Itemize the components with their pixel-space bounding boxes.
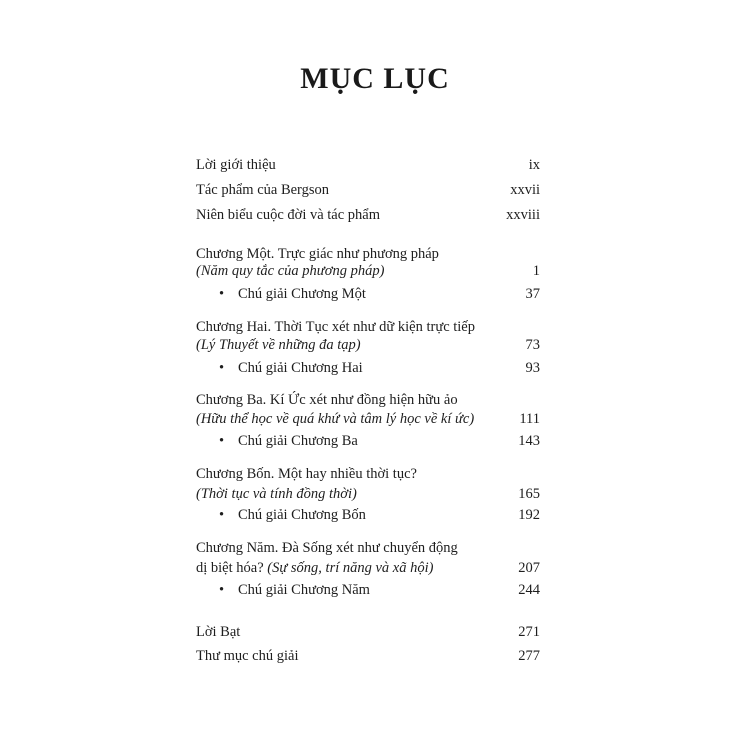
chapter-title: Chương Năm. Đà Sống xét như chuyển động bbox=[196, 540, 458, 556]
bullet-icon: • bbox=[219, 286, 225, 302]
chapter-title: Chương Ba. Kí Ức xét như đồng hiện hữu ảo bbox=[196, 392, 458, 408]
toc-entry-introduction bbox=[196, 154, 540, 176]
chapter-subtitle: (Năm quy tắc của phương pháp) bbox=[196, 263, 385, 279]
toc-entry-page: 111 bbox=[519, 411, 540, 427]
toc-entry-page: 93 bbox=[525, 360, 540, 376]
chapter-title: Chương Một. Trực giác như phương pháp bbox=[196, 246, 439, 262]
notes-label: Chú giải Chương Năm bbox=[238, 582, 370, 598]
chapter-title: Chương Hai. Thời Tục xét như dữ kiện trực tiếp bbox=[196, 319, 475, 335]
toc-entry-page: 244 bbox=[518, 582, 540, 598]
toc-entry-chronology bbox=[196, 204, 540, 226]
notes-label: Chú giải Chương Một bbox=[238, 286, 366, 302]
chapter-notes-3 bbox=[196, 430, 540, 452]
toc-entry-label: Lời giới thiệu bbox=[196, 157, 276, 173]
chapter-title-continuation: dị biệt hóa? bbox=[196, 560, 264, 576]
chapter-notes-4 bbox=[196, 504, 540, 526]
toc-entry-page: 165 bbox=[518, 486, 540, 502]
toc-entry-page: 207 bbox=[518, 560, 540, 576]
chapter-subtitle-2 bbox=[196, 334, 540, 356]
notes-label: Chú giải Chương Bốn bbox=[238, 507, 366, 523]
toc-entry-works bbox=[196, 179, 540, 201]
chapter-notes-1 bbox=[196, 283, 540, 305]
toc-entry-page: ix bbox=[528, 157, 540, 173]
toc-entry-page: 277 bbox=[518, 648, 540, 664]
chapter-subtitle: (Sự sống, trí năng và xã hội) bbox=[267, 560, 434, 576]
toc-entry-page: 143 bbox=[518, 433, 540, 449]
toc-entry-afterword bbox=[196, 621, 540, 643]
toc-entry-page: 192 bbox=[518, 507, 540, 523]
chapter-notes-2 bbox=[196, 357, 540, 379]
chapter-notes-5 bbox=[196, 579, 540, 601]
toc-entry-page: xxvii bbox=[510, 182, 540, 198]
chapter-subtitle-4 bbox=[196, 483, 540, 505]
toc-entry-label: Thư mục chú giải bbox=[196, 648, 299, 664]
chapter-subtitle-1 bbox=[196, 260, 540, 282]
page-title: MỤC LỤC bbox=[300, 62, 450, 95]
toc-entry-label: Niên biểu cuộc đời và tác phẩm bbox=[196, 207, 381, 223]
toc-entry-page: 1 bbox=[532, 263, 540, 279]
bullet-icon: • bbox=[219, 433, 225, 449]
chapter-subtitle: (Lý Thuyết về những đa tạp) bbox=[196, 337, 361, 353]
toc-entry-label: Tác phẩm của Bergson bbox=[196, 182, 330, 198]
toc-entry-page: 37 bbox=[525, 286, 540, 302]
bullet-icon: • bbox=[219, 360, 225, 376]
chapter-title: Chương Bốn. Một hay nhiều thời tục? bbox=[196, 466, 417, 482]
toc-entry-page: 73 bbox=[525, 337, 540, 353]
chapter-subtitle-5 bbox=[196, 557, 540, 579]
chapter-subtitle: (Hữu thể học về quá khứ và tâm lý học về kí ức) bbox=[196, 411, 475, 427]
chapter-subtitle: (Thời tục và tính đồng thời) bbox=[196, 486, 357, 502]
chapter-subtitle-3 bbox=[196, 408, 540, 430]
notes-label: Chú giải Chương Hai bbox=[238, 360, 363, 376]
toc-entry-page: 271 bbox=[518, 624, 540, 640]
toc-entry-bibliography bbox=[196, 645, 540, 667]
bullet-icon: • bbox=[219, 507, 225, 523]
notes-label: Chú giải Chương Ba bbox=[238, 433, 358, 449]
toc-entry-page: xxviii bbox=[506, 207, 540, 223]
bullet-icon: • bbox=[219, 582, 225, 598]
chapter-heading-4 bbox=[196, 463, 540, 485]
chapter-heading-5 bbox=[196, 537, 540, 559]
toc-entry-label: Lời Bạt bbox=[196, 624, 241, 640]
